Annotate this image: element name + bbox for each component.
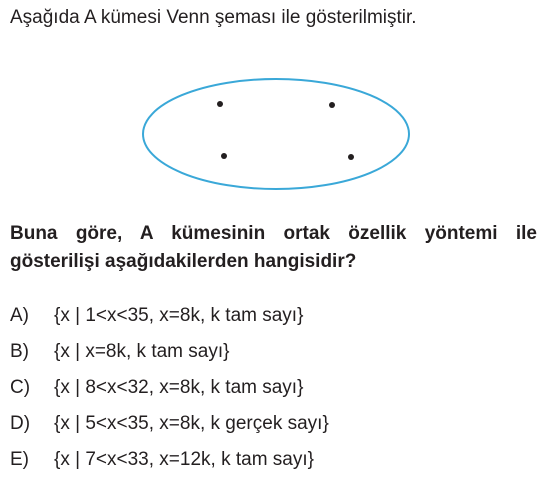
option-text: {x | 8<x<32, x=8k, k tam sayı} <box>54 377 304 398</box>
option-text: {x | 1<x<35, x=8k, k tam sayı} <box>54 305 304 326</box>
question-line-2: gösterilişi aşağıdakilerden hangisidir? <box>10 251 357 272</box>
set-a-ellipse <box>143 79 409 189</box>
intro-text: Aşağıda A kümesi Venn şeması ile gösterilmiştir. <box>10 7 417 28</box>
element-point-3 <box>221 153 227 159</box>
option-letter: C) <box>10 377 31 398</box>
element-point-2 <box>329 102 335 108</box>
question-text <box>10 220 537 276</box>
option-text: {x | 5<x<35, x=8k, k gerçek sayı} <box>54 413 329 434</box>
element-point-1 <box>217 101 223 107</box>
question-line-1: Buna göre, A kümesinin ortak özellik yöntemi ile <box>10 223 537 244</box>
option-letter: D) <box>10 413 31 434</box>
option-e[interactable] <box>10 449 314 471</box>
element-point-4 <box>348 154 354 160</box>
option-d[interactable] <box>10 413 329 435</box>
option-c[interactable] <box>10 377 303 399</box>
option-letter: E) <box>10 449 29 470</box>
option-text: {x | x=8k, k tam sayı} <box>54 341 230 362</box>
venn-diagram <box>0 0 541 210</box>
option-b[interactable] <box>10 341 229 363</box>
option-letter: A) <box>10 305 29 326</box>
option-a[interactable] <box>10 305 303 327</box>
option-letter: B) <box>10 341 29 362</box>
option-text: {x | 7<x<33, x=12k, k tam sayı} <box>54 449 314 470</box>
